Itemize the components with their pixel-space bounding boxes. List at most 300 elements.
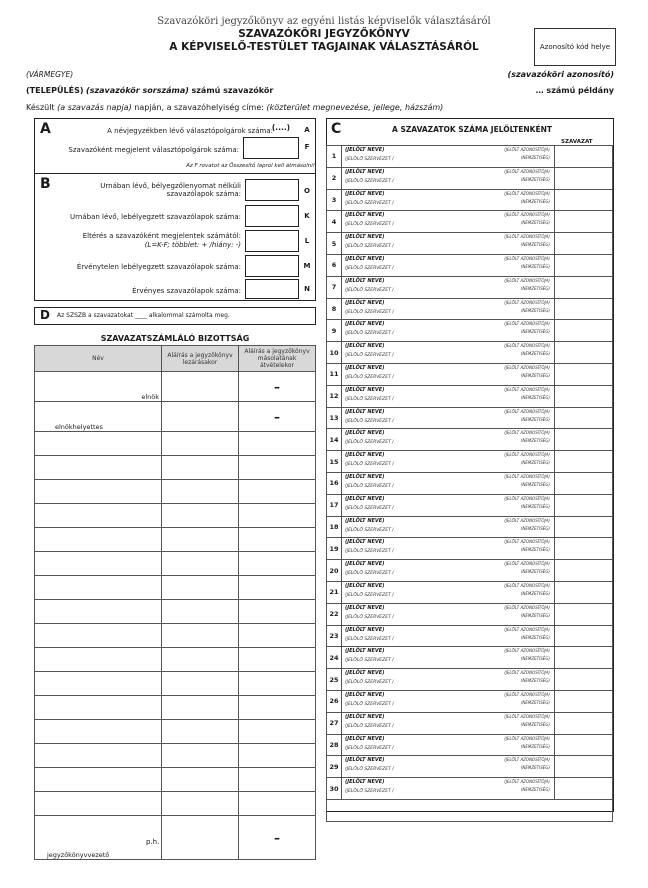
signature-close-cell[interactable] <box>162 528 239 552</box>
vote-count-input[interactable] <box>555 167 613 189</box>
candidate-info-cell <box>342 429 555 451</box>
section-b <box>34 173 316 301</box>
signature-close-cell[interactable] <box>162 600 239 624</box>
candidate-name: (JELÖLT NEVE) <box>345 626 385 633</box>
signature-copy-cell[interactable] <box>239 672 316 696</box>
candidate-name: (JELÖLT NEVE) <box>345 735 385 742</box>
candidate-id: (JELÖLT AZONOSÍTÓJA) <box>504 604 550 610</box>
candidate-nationality: (NEMZETISÉG) <box>520 176 550 182</box>
candidate-number: 21 <box>327 581 342 603</box>
candidate-id: (JELÖLT AZONOSÍTÓJA) <box>504 321 550 327</box>
candidate-info-cell <box>342 254 555 276</box>
candidate-number: 16 <box>327 472 342 494</box>
signature-copy-cell[interactable] <box>239 792 316 816</box>
signature-copy-cell[interactable] <box>239 432 316 456</box>
section-c <box>326 118 614 812</box>
candidate-info-cell <box>342 167 555 189</box>
signature-copy-cell[interactable] <box>239 402 316 432</box>
candidate-name: (JELÖLT NEVE) <box>345 757 385 764</box>
candidate-name: (JELÖLT NEVE) <box>345 604 385 611</box>
committee-row <box>35 624 316 648</box>
signature-close-cell[interactable] <box>162 456 239 480</box>
candidate-info-cell <box>342 494 555 516</box>
id-code-box: Azonosító kód helye <box>534 28 616 66</box>
candidate-nationality: (NEMZETISÉG) <box>520 460 550 466</box>
signature-close-cell[interactable] <box>162 372 239 402</box>
signature-close-cell[interactable] <box>162 672 239 696</box>
candidate-org: (JELÖLŐ SZERVEZET / <box>345 440 394 446</box>
copy-note: Az F rovatot az Összesítő lapról kell átmásolni! <box>186 163 315 169</box>
candidate-info-cell <box>342 146 555 168</box>
signature-close-cell[interactable] <box>162 768 239 792</box>
address-field: (közterület megnevezése, jellege, házszám) <box>266 103 444 112</box>
code-k: K <box>304 212 310 220</box>
candidate-name: (JELÖLT NEVE) <box>345 430 385 437</box>
candidate-org: (JELÖLŐ SZERVEZET / <box>345 374 394 380</box>
candidate-number: 3 <box>327 189 342 211</box>
candidate-info-cell <box>342 669 555 691</box>
candidate-number: 20 <box>327 560 342 582</box>
signature-close-cell[interactable] <box>162 624 239 648</box>
candidate-org: (JELÖLŐ SZERVEZET / <box>345 592 394 598</box>
committee-name-cell[interactable] <box>35 768 162 792</box>
committee-row <box>35 744 316 768</box>
blank-footer-cell <box>327 799 613 821</box>
settlement-line <box>26 86 273 95</box>
candidate-id: (JELÖLT AZONOSÍTÓJA) <box>504 212 550 218</box>
signature-close-cell[interactable] <box>162 720 239 744</box>
vote-count-input[interactable] <box>555 472 613 494</box>
candidate-info-cell <box>342 363 555 385</box>
candidate-org: (JELÖLŐ SZERVEZET / <box>345 549 394 555</box>
vote-count-input[interactable] <box>555 494 613 516</box>
candidate-info-cell <box>342 320 555 342</box>
candidate-id: (JELÖLT AZONOSÍTÓJA) <box>504 539 550 545</box>
candidate-nationality: (NEMZETISÉG) <box>520 569 550 575</box>
candidate-info-cell <box>342 342 555 364</box>
candidate-org: (JELÖLŐ SZERVEZET / <box>345 505 394 511</box>
col-sign2-header: Aláírás a jegyzőkönyv másolatának átvételekor <box>239 346 316 372</box>
candidate-row <box>327 451 613 473</box>
candidate-org: (JELÖLŐ SZERVEZET / <box>345 483 394 489</box>
candidate-id: (JELÖLT AZONOSÍTÓJA) <box>504 561 550 567</box>
candidate-id: (JELÖLT AZONOSÍTÓJA) <box>504 648 550 654</box>
candidate-row <box>327 647 613 669</box>
candidate-row <box>327 756 613 778</box>
vote-count-input[interactable] <box>555 385 613 407</box>
signature-copy-cell[interactable] <box>239 456 316 480</box>
unstamped-ballots-input[interactable] <box>245 179 299 201</box>
candidate-nationality: (NEMZETISÉG) <box>520 525 550 531</box>
candidate-nationality: (NEMZETISÉG) <box>520 699 550 705</box>
candidate-row <box>327 516 613 538</box>
candidate-id: (JELÖLT AZONOSÍTÓJA) <box>504 713 550 719</box>
candidate-row <box>327 276 613 298</box>
vote-count-input[interactable] <box>555 342 613 364</box>
vote-count-input[interactable] <box>555 734 613 756</box>
candidate-row <box>327 538 613 560</box>
col-sign1-header: Aláírás a jegyzőkönyv lezárásakor <box>162 346 239 372</box>
signature-copy-cell[interactable] <box>239 480 316 504</box>
appeared-voters-input[interactable] <box>243 137 299 159</box>
committee-row <box>35 792 316 816</box>
signature-copy-cell[interactable] <box>239 600 316 624</box>
candidate-row <box>327 494 613 516</box>
candidate-id: (JELÖLT AZONOSÍTÓJA) <box>504 691 550 697</box>
candidate-number: 6 <box>327 254 342 276</box>
candidate-row <box>327 407 613 429</box>
committee-name-cell[interactable] <box>35 696 162 720</box>
candidate-org: (JELÖLŐ SZERVEZET / <box>345 178 394 184</box>
vote-count-input[interactable] <box>555 560 613 582</box>
candidate-info-cell <box>342 647 555 669</box>
candidate-nationality: (NEMZETISÉG) <box>520 765 550 771</box>
signature-close-cell[interactable] <box>162 402 239 432</box>
candidate-nationality: (NEMZETISÉG) <box>520 416 550 422</box>
candidate-org: (JELÖLŐ SZERVEZET / <box>345 265 394 271</box>
signature-close-cell[interactable] <box>162 504 239 528</box>
committee-name-cell[interactable] <box>35 792 162 816</box>
copy-number: … számú példány <box>535 86 614 95</box>
committee-name-cell[interactable] <box>35 480 162 504</box>
candidate-number: 7 <box>327 276 342 298</box>
candidate-nationality: (NEMZETISÉG) <box>520 787 550 793</box>
candidate-id: (JELÖLT AZONOSÍTÓJA) <box>504 452 550 458</box>
b-row-3-label: Érvénytelen lebélyegzett szavazólapok száma: <box>76 263 241 271</box>
candidate-number: 1 <box>327 146 342 168</box>
candidate-id: (JELÖLT AZONOSÍTÓJA) <box>504 495 550 501</box>
vote-date-field: (a szavazás napja) <box>57 103 132 112</box>
candidate-row <box>327 712 613 734</box>
signature-close-cell[interactable] <box>162 432 239 456</box>
candidate-nationality: (NEMZETISÉG) <box>520 721 550 727</box>
section-c-letter: C <box>331 121 342 137</box>
signature-copy-cell[interactable] <box>239 576 316 600</box>
candidate-org: (JELÖLŐ SZERVEZET / <box>345 680 394 686</box>
candidate-row <box>327 342 613 364</box>
signature-close-cell[interactable] <box>162 816 239 860</box>
candidate-info-cell <box>342 276 555 298</box>
signature-close-cell[interactable] <box>162 792 239 816</box>
vote-count-input[interactable] <box>555 778 613 800</box>
b-row-2-label: Eltérés a szavazóként megjelentek számától: <box>82 232 241 240</box>
candidate-number: 22 <box>327 603 342 625</box>
candidate-row <box>327 778 613 800</box>
candidate-org: (JELÖLŐ SZERVEZET / <box>345 200 394 206</box>
candidate-org: (JELÖLŐ SZERVEZET / <box>345 636 394 642</box>
candidate-id: (JELÖLT AZONOSÍTÓJA) <box>504 408 550 414</box>
candidate-row <box>327 429 613 451</box>
dash-mark: – <box>274 379 280 394</box>
committee-name-cell[interactable] <box>35 720 162 744</box>
signature-close-cell[interactable] <box>162 480 239 504</box>
candidate-info-cell <box>342 298 555 320</box>
committee-row <box>35 402 316 432</box>
candidate-number: 13 <box>327 407 342 429</box>
candidate-info-cell <box>342 690 555 712</box>
candidate-id: (JELÖLT AZONOSÍTÓJA) <box>504 757 550 763</box>
candidate-nationality: (NEMZETISÉG) <box>520 634 550 640</box>
candidate-name: (JELÖLT NEVE) <box>345 713 385 720</box>
candidate-nationality: (NEMZETISÉG) <box>520 438 550 444</box>
candidate-org: (JELÖLŐ SZERVEZET / <box>345 287 394 293</box>
form-top-line: Szavazóköri jegyzőkönyv az egyéni listás képviselők választásáról <box>157 16 491 27</box>
committee-name-cell[interactable] <box>35 552 162 576</box>
vote-count-input[interactable] <box>555 625 613 647</box>
appeared-voters-label: Szavazóként megjelent választópolgárok száma: <box>68 146 239 154</box>
committee-name-cell[interactable]: jegyzőkönyvvezető <box>35 816 162 860</box>
committee-row <box>35 768 316 792</box>
candidate-name: (JELÖLT NEVE) <box>345 539 385 546</box>
candidate-nationality: (NEMZETISÉG) <box>520 481 550 487</box>
vote-count-input[interactable] <box>555 538 613 560</box>
vote-count-input[interactable] <box>555 712 613 734</box>
candidate-org: (JELÖLŐ SZERVEZET / <box>345 701 394 707</box>
vote-count-input[interactable] <box>555 516 613 538</box>
signature-copy-cell[interactable] <box>239 744 316 768</box>
candidate-info-cell <box>342 385 555 407</box>
candidate-number: 15 <box>327 451 342 473</box>
committee-name-cell[interactable] <box>35 456 162 480</box>
candidate-org: (JELÖLŐ SZERVEZET / <box>345 222 394 228</box>
recount-text: Az SZSZB a szavazatokat ____ alkalommal számolta meg. <box>57 312 230 319</box>
candidates-table <box>326 145 613 822</box>
candidate-name: (JELÖLT NEVE) <box>345 386 385 393</box>
candidate-id: (JELÖLT AZONOSÍTÓJA) <box>504 190 550 196</box>
b-row-4-label: Érvényes szavazólapok száma: <box>132 287 241 295</box>
candidate-org: (JELÖLŐ SZERVEZET / <box>345 462 394 468</box>
vote-count-input[interactable] <box>555 756 613 778</box>
committee-row <box>35 504 316 528</box>
vote-count-input[interactable] <box>555 451 613 473</box>
candidate-name: (JELÖLT NEVE) <box>345 190 385 197</box>
committee-row <box>35 432 316 456</box>
candidate-info-cell <box>342 625 555 647</box>
candidate-number: 29 <box>327 756 342 778</box>
candidate-nationality: (NEMZETISÉG) <box>520 198 550 204</box>
signature-copy-cell[interactable] <box>239 528 316 552</box>
signature-copy-cell[interactable] <box>239 648 316 672</box>
candidate-number: 28 <box>327 734 342 756</box>
signature-copy-cell[interactable] <box>239 552 316 576</box>
candidate-info-cell <box>342 472 555 494</box>
committee-name-cell[interactable] <box>35 744 162 768</box>
candidate-nationality: (NEMZETISÉG) <box>520 547 550 553</box>
candidate-org: (JELÖLŐ SZERVEZET / <box>345 418 394 424</box>
invalid-ballots-input[interactable] <box>245 255 299 277</box>
registered-voters-label: A névjegyzékben lévő választópolgárok száma: <box>107 127 273 135</box>
district-number-field: (szavazókör sorszáma) <box>86 86 189 95</box>
signature-close-cell[interactable] <box>162 552 239 576</box>
b-row-1-label: Urnában lévő, lebélyegzett szavazólapok száma: <box>70 213 241 221</box>
committee-row <box>35 696 316 720</box>
signature-close-cell[interactable] <box>162 576 239 600</box>
candidate-id: (JELÖLT AZONOSÍTÓJA) <box>504 473 550 479</box>
difference-input[interactable] <box>245 230 299 252</box>
candidate-row <box>327 472 613 494</box>
candidate-row <box>327 603 613 625</box>
committee-name-cell[interactable] <box>35 432 162 456</box>
code-o: O <box>304 187 310 195</box>
committee-name-cell[interactable] <box>35 672 162 696</box>
vote-column-header: SZAVAZAT <box>561 139 593 145</box>
candidate-row <box>327 298 613 320</box>
candidate-info-cell <box>342 560 555 582</box>
signature-copy-cell[interactable] <box>239 696 316 720</box>
vote-count-input[interactable] <box>555 363 613 385</box>
candidate-name: (JELÖLT NEVE) <box>345 321 385 328</box>
candidate-row <box>327 211 613 233</box>
committee-name-cell[interactable] <box>35 576 162 600</box>
candidate-number: 14 <box>327 429 342 451</box>
candidate-info-cell <box>342 189 555 211</box>
candidate-name: (JELÖLT NEVE) <box>345 582 385 589</box>
committee-name-cell[interactable] <box>35 624 162 648</box>
candidate-org: (JELÖLŐ SZERVEZET / <box>345 331 394 337</box>
vote-count-input[interactable] <box>555 189 613 211</box>
candidate-name: (JELÖLT NEVE) <box>345 234 385 241</box>
section-c-title: A SZAVAZATOK SZÁMA JELÖLTENKÉNT <box>392 125 552 134</box>
section-b-letter: B <box>40 176 51 192</box>
candidate-id: (JELÖLT AZONOSÍTÓJA) <box>504 626 550 632</box>
candidate-number: 8 <box>327 298 342 320</box>
candidate-row <box>327 560 613 582</box>
signature-copy-cell[interactable] <box>239 720 316 744</box>
committee-row <box>35 372 316 402</box>
county-field: (VÁRMEGYE) <box>26 70 74 79</box>
committee-name-cell[interactable]: elnökhelyettes <box>35 402 162 432</box>
code-f: F <box>304 143 310 151</box>
candidate-number: 2 <box>327 167 342 189</box>
candidate-nationality: (NEMZETISÉG) <box>520 285 550 291</box>
candidate-name: (JELÖLT NEVE) <box>345 648 385 655</box>
candidate-org: (JELÖLŐ SZERVEZET / <box>345 658 394 664</box>
vote-count-input[interactable] <box>555 298 613 320</box>
signature-copy-cell[interactable] <box>239 816 316 860</box>
candidate-name: (JELÖLT NEVE) <box>345 561 385 568</box>
signature-close-cell[interactable] <box>162 744 239 768</box>
candidate-name: (JELÖLT NEVE) <box>345 691 385 698</box>
vote-count-input[interactable] <box>555 233 613 255</box>
vote-count-input[interactable] <box>555 690 613 712</box>
made-line <box>26 103 443 112</box>
signature-copy-cell[interactable] <box>239 372 316 402</box>
candidate-id: (JELÖLT AZONOSÍTÓJA) <box>504 299 550 305</box>
committee-row <box>35 816 316 860</box>
form-subtitle: A KÉPVISELŐ-TESTÜLET TAGJAINAK VÁLASZTÁSÁRÓL <box>169 41 479 53</box>
vote-count-input[interactable] <box>555 254 613 276</box>
candidate-nationality: (NEMZETISÉG) <box>520 372 550 378</box>
vote-count-input[interactable] <box>555 276 613 298</box>
candidate-nationality: (NEMZETISÉG) <box>520 242 550 248</box>
candidate-info-cell <box>342 451 555 473</box>
signature-copy-cell[interactable] <box>239 768 316 792</box>
committee-name-cell[interactable]: elnök <box>35 372 162 402</box>
candidate-info-cell <box>342 734 555 756</box>
candidate-org: (JELÖLŐ SZERVEZET / <box>345 614 394 620</box>
candidate-number: 17 <box>327 494 342 516</box>
candidate-number: 27 <box>327 712 342 734</box>
code-l: L <box>304 237 310 245</box>
candidate-row <box>327 625 613 647</box>
committee-name-cell[interactable] <box>35 600 162 624</box>
committee-name-cell[interactable] <box>35 648 162 672</box>
form-title: SZAVAZÓKÖRI JEGYZŐKÖNYV <box>238 28 410 40</box>
candidate-row <box>327 581 613 603</box>
signature-copy-cell[interactable] <box>239 624 316 648</box>
candidate-number: 12 <box>327 385 342 407</box>
code-a: A <box>304 126 310 134</box>
committee-name-cell[interactable] <box>35 528 162 552</box>
vote-count-input[interactable] <box>555 603 613 625</box>
candidate-number: 19 <box>327 538 342 560</box>
candidate-id: (JELÖLT AZONOSÍTÓJA) <box>504 234 550 240</box>
committee-name-cell[interactable] <box>35 504 162 528</box>
candidate-number: 11 <box>327 363 342 385</box>
candidate-name: (JELÖLT NEVE) <box>345 168 385 175</box>
candidate-name: (JELÖLT NEVE) <box>345 299 385 306</box>
vote-count-input[interactable] <box>555 407 613 429</box>
candidate-row <box>327 146 613 168</box>
vote-count-input[interactable] <box>555 669 613 691</box>
candidate-row <box>327 320 613 342</box>
candidate-name: (JELÖLT NEVE) <box>345 408 385 415</box>
committee-row <box>35 552 316 576</box>
vote-count-input[interactable] <box>555 429 613 451</box>
vote-count-input[interactable] <box>555 320 613 342</box>
committee-row <box>35 648 316 672</box>
candidate-name: (JELÖLT NEVE) <box>345 779 385 786</box>
committee-table <box>34 345 316 860</box>
candidate-org: (JELÖLŐ SZERVEZET / <box>345 571 394 577</box>
signature-copy-cell[interactable] <box>239 504 316 528</box>
candidate-info-cell <box>342 712 555 734</box>
section-d <box>34 307 316 325</box>
vote-count-input[interactable] <box>555 211 613 233</box>
candidate-nationality: (NEMZETISÉG) <box>520 307 550 313</box>
signature-close-cell[interactable] <box>162 648 239 672</box>
candidate-number: 18 <box>327 516 342 538</box>
candidate-nationality: (NEMZETISÉG) <box>520 329 550 335</box>
candidate-id: (JELÖLT AZONOSÍTÓJA) <box>504 343 550 349</box>
candidate-info-cell <box>342 756 555 778</box>
candidate-number: 4 <box>327 211 342 233</box>
stamped-ballots-input[interactable] <box>245 205 299 227</box>
candidate-name: (JELÖLT NEVE) <box>345 517 385 524</box>
vote-count-input[interactable] <box>555 581 613 603</box>
vote-count-input[interactable] <box>555 146 613 168</box>
settlement-tail: számú szavazókör <box>191 86 274 95</box>
committee-title: SZAVAZATSZÁMLÁLÓ BIZOTTSÁG <box>100 334 250 343</box>
candidate-info-cell <box>342 233 555 255</box>
committee-row <box>35 528 316 552</box>
valid-ballots-input[interactable] <box>245 279 299 299</box>
candidate-name: (JELÖLT NEVE) <box>345 364 385 371</box>
committee-row <box>35 456 316 480</box>
b-row-0-label: Urnában lévő, bélyegzőlenyomat nélküli szavazólapok száma: <box>100 182 241 198</box>
candidate-table-footer-row <box>327 799 613 821</box>
candidate-nationality: (NEMZETISÉG) <box>520 351 550 357</box>
vote-count-input[interactable] <box>555 647 613 669</box>
candidate-id: (JELÖLT AZONOSÍTÓJA) <box>504 386 550 392</box>
candidate-id: (JELÖLT AZONOSÍTÓJA) <box>504 147 550 152</box>
candidate-id: (JELÖLT AZONOSÍTÓJA) <box>504 364 550 370</box>
candidate-name: (JELÖLT NEVE) <box>345 452 385 459</box>
candidate-id: (JELÖLT AZONOSÍTÓJA) <box>504 779 550 785</box>
candidate-org: (JELÖLŐ SZERVEZET / <box>345 789 394 795</box>
signature-close-cell[interactable] <box>162 696 239 720</box>
candidate-number: 25 <box>327 669 342 691</box>
